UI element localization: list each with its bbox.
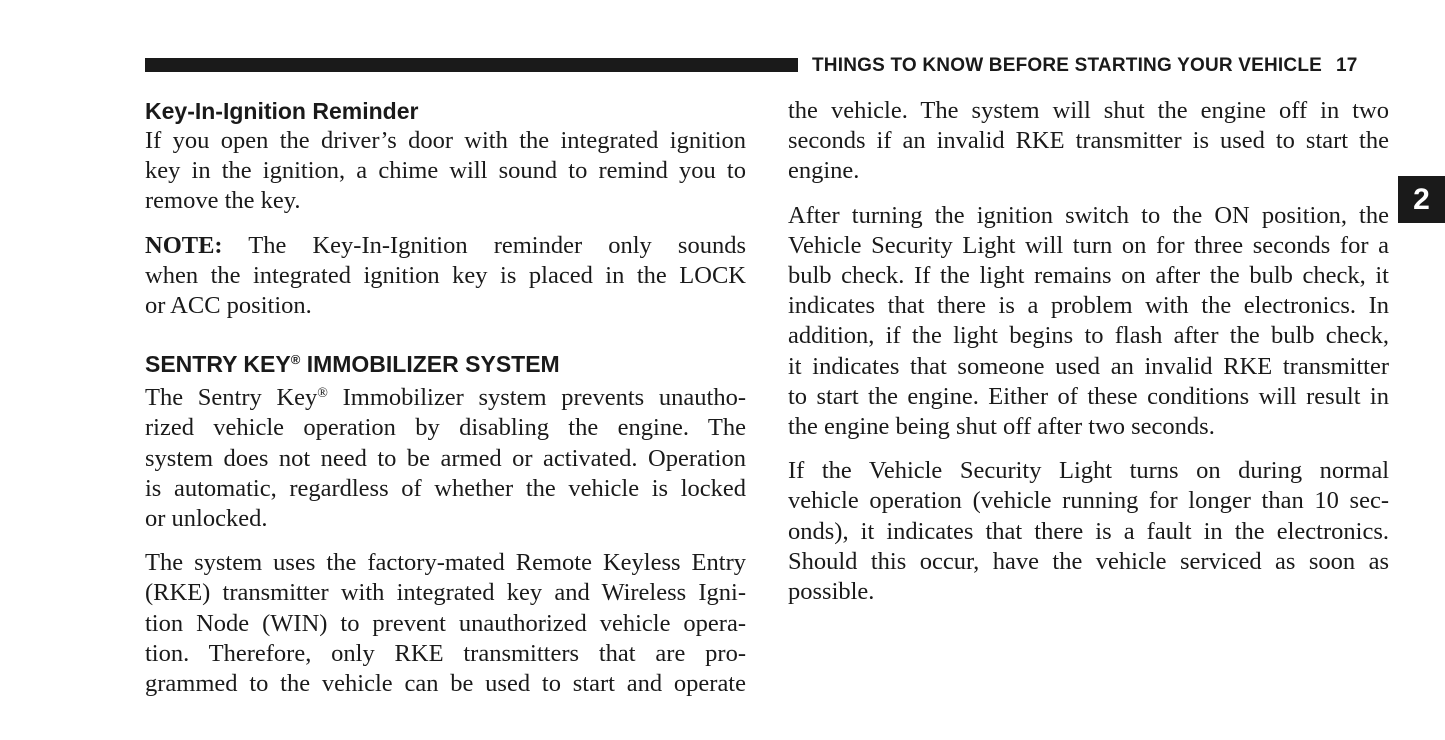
text-line: is automatic, regardless of whether the vehicle is locked (145, 474, 746, 502)
page-number: 17 (1336, 55, 1358, 76)
right-column (788, 96, 1389, 607)
text-line: The system uses the factory-mated Remote Keyless Entry (145, 549, 746, 577)
key-reminder-paragraph (145, 126, 746, 217)
text-line: key in the ignition, a chime will sound to remind you to (145, 157, 746, 185)
text-line: system does not need to be armed or activated. Operation (145, 444, 746, 472)
text-line: Vehicle Security Light will turn on for three seconds for a (788, 231, 1389, 259)
running-head-title: THINGS TO KNOW BEFORE STARTING YOUR VEHICLE (812, 55, 1323, 76)
text-line: the vehicle. The system will shut the engine off in two (788, 97, 1389, 124)
header-rule-bar (145, 58, 798, 72)
text-line: seconds if an invalid RKE transmitter is used to start the (788, 127, 1389, 155)
running-head (812, 55, 1358, 77)
heading-text: SENTRY KEY (145, 351, 291, 378)
text-line: remove the key. (145, 187, 301, 215)
text-line: Should this occur, have the vehicle serviced as soon as (788, 547, 1389, 575)
text-run: Immobilizer system prevents unautho- (327, 384, 747, 412)
sentry-key-heading (145, 345, 746, 379)
registered-mark: ® (290, 352, 301, 368)
text-line: addition, if the light begins to flash after the bulb check, (788, 322, 1389, 350)
text-line: tion Node (WIN) to prevent unauthorized vehicle opera- (145, 609, 746, 637)
text-run: The Sentry Key (145, 384, 318, 412)
text-line: it indicates that someone used an invalid RKE transmitter (788, 352, 1389, 380)
text-line: grammed to the vehicle can be used to start and operate (145, 670, 746, 698)
text-line: If you open the driver’s door with the integrated ignition (145, 127, 746, 154)
text-line: (RKE) transmitter with integrated key and Wireless Igni- (145, 579, 746, 607)
text-line: vehicle operation (vehicle running for longer than 10 sec- (788, 487, 1389, 515)
text-line: when the integrated ignition key is placed in the LOCK (145, 261, 746, 289)
text-line: engine. (788, 157, 860, 185)
heading-text: IMMOBILIZER SYSTEM (300, 351, 560, 378)
text-line: to start the engine. Either of these conditions will result in (788, 382, 1389, 410)
note-label: NOTE: (145, 231, 223, 259)
text-line: onds), it indicates that there is a fault in the electronics. (788, 517, 1389, 545)
text-line: After turning the ignition switch to the ON position, the (788, 201, 1389, 229)
right-paragraph-1 (788, 96, 1389, 187)
key-reminder-heading: Key-In-Ignition Reminder (145, 98, 419, 124)
note-text: The Key-In-Ignition reminder only sounds (248, 231, 746, 259)
text-line: possible. (788, 578, 875, 606)
text-line (145, 379, 746, 413)
section-tab-marker: 2 (1398, 176, 1445, 223)
right-paragraph-3 (788, 456, 1389, 607)
text-line (145, 231, 746, 261)
right-paragraph-2 (788, 201, 1389, 443)
text-line: If the Vehicle Security Light turns on during normal (788, 457, 1389, 485)
text-line: or unlocked. (145, 505, 268, 533)
sentry-paragraph-2 (145, 548, 746, 699)
note-paragraph (145, 231, 746, 322)
text-line: indicates that there is a problem with the electronics. In (788, 292, 1389, 320)
sentry-paragraph-1 (145, 379, 746, 534)
text-line: tion. Therefore, only RKE transmitters that are pro- (145, 639, 746, 667)
text-line: the engine being shut off after two seconds. (788, 413, 1215, 441)
text-line: bulb check. If the light remains on after the bulb check, it (788, 262, 1389, 290)
registered-mark: ® (317, 386, 328, 402)
text-line: or ACC position. (145, 292, 312, 320)
left-column (145, 96, 746, 699)
text-line: rized vehicle operation by disabling the engine. The (145, 414, 746, 442)
